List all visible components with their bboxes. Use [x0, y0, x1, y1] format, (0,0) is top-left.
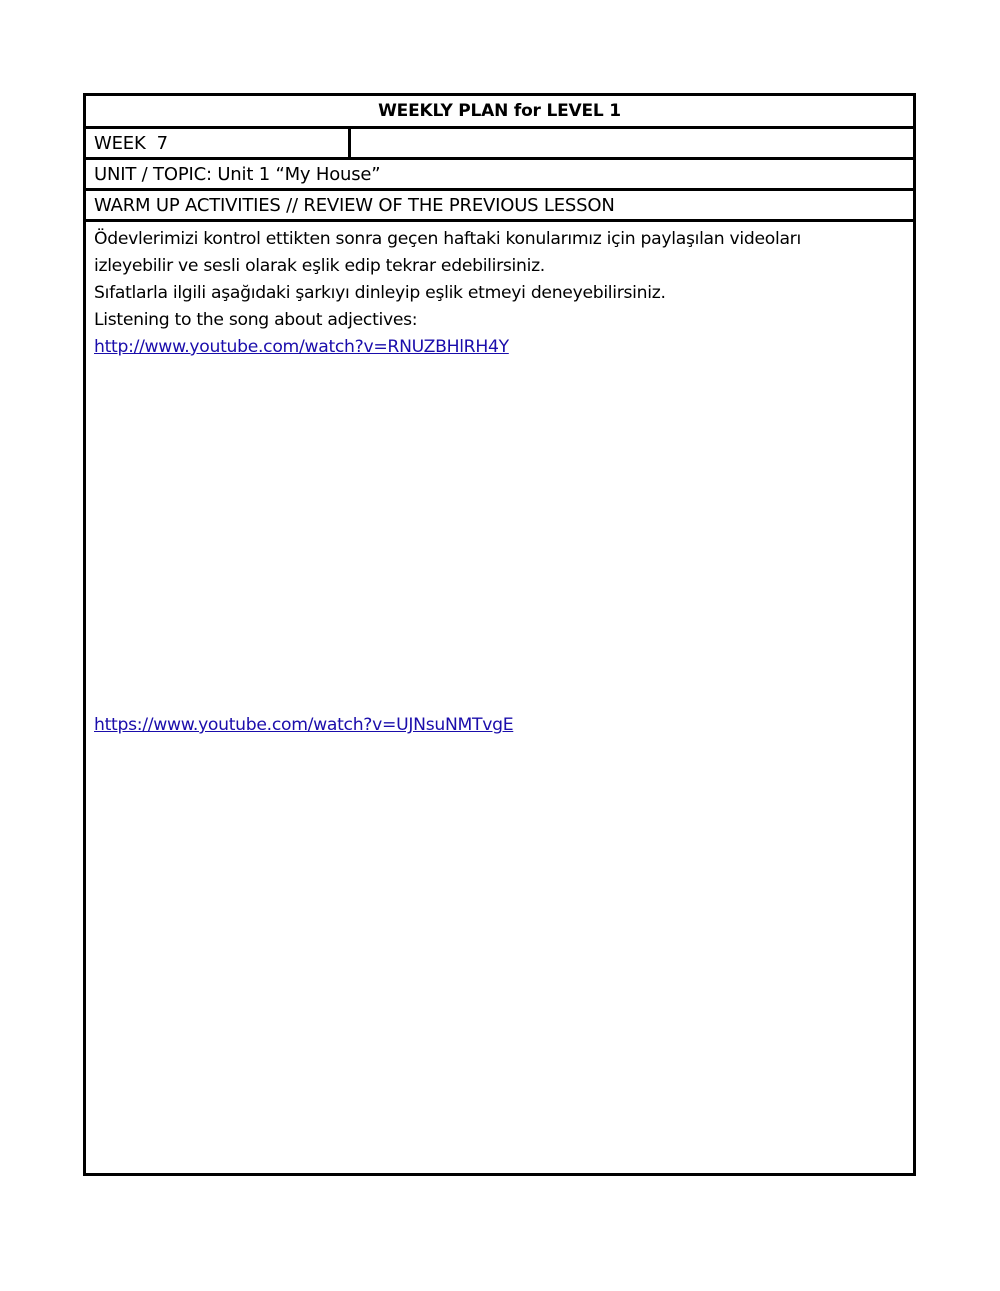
- week-value-cell: [351, 129, 913, 157]
- warmup-content-cell: [86, 222, 913, 1173]
- week-label: WEEK 7: [94, 132, 168, 154]
- plan-title: WEEKLY PLAN for LEVEL 1: [378, 101, 621, 121]
- instruction-line-3: Sıfatlarla ilgili aşağıdaki şarkıyı dinleyip eşlik etmeyi deneyebilirsiniz.: [94, 283, 666, 303]
- link-line-1: [94, 334, 905, 361]
- instruction-line-4: Listening to the song about adjectives:: [94, 310, 418, 330]
- youtube-link-second[interactable]: https://www.youtube.com/watch?v=UJNsuNMTvgE: [94, 715, 514, 735]
- week-row: [86, 129, 913, 160]
- youtube-link-adjectives[interactable]: http://www.youtube.com/watch?v=RNUZBHlRH4Y: [94, 337, 509, 357]
- weekly-plan-table: [83, 93, 916, 1176]
- plan-title-row: [86, 96, 913, 129]
- topic-label: UNIT / TOPIC: Unit 1 “My House”: [94, 163, 381, 185]
- instruction-line-1: Ödevlerimizi kontrol ettikten sonra geçen haftaki konularımız için paylaşılan videoları: [94, 229, 801, 249]
- warmup-heading-row: [86, 191, 913, 222]
- instruction-line-2: izleyebilir ve sesli olarak eşlik edip tekrar edebilirsiniz.: [94, 256, 545, 276]
- warmup-heading: WARM UP ACTIVITIES // REVIEW OF THE PREVIOUS LESSON: [94, 194, 615, 216]
- topic-row: [86, 160, 913, 191]
- week-label-cell: [86, 129, 351, 157]
